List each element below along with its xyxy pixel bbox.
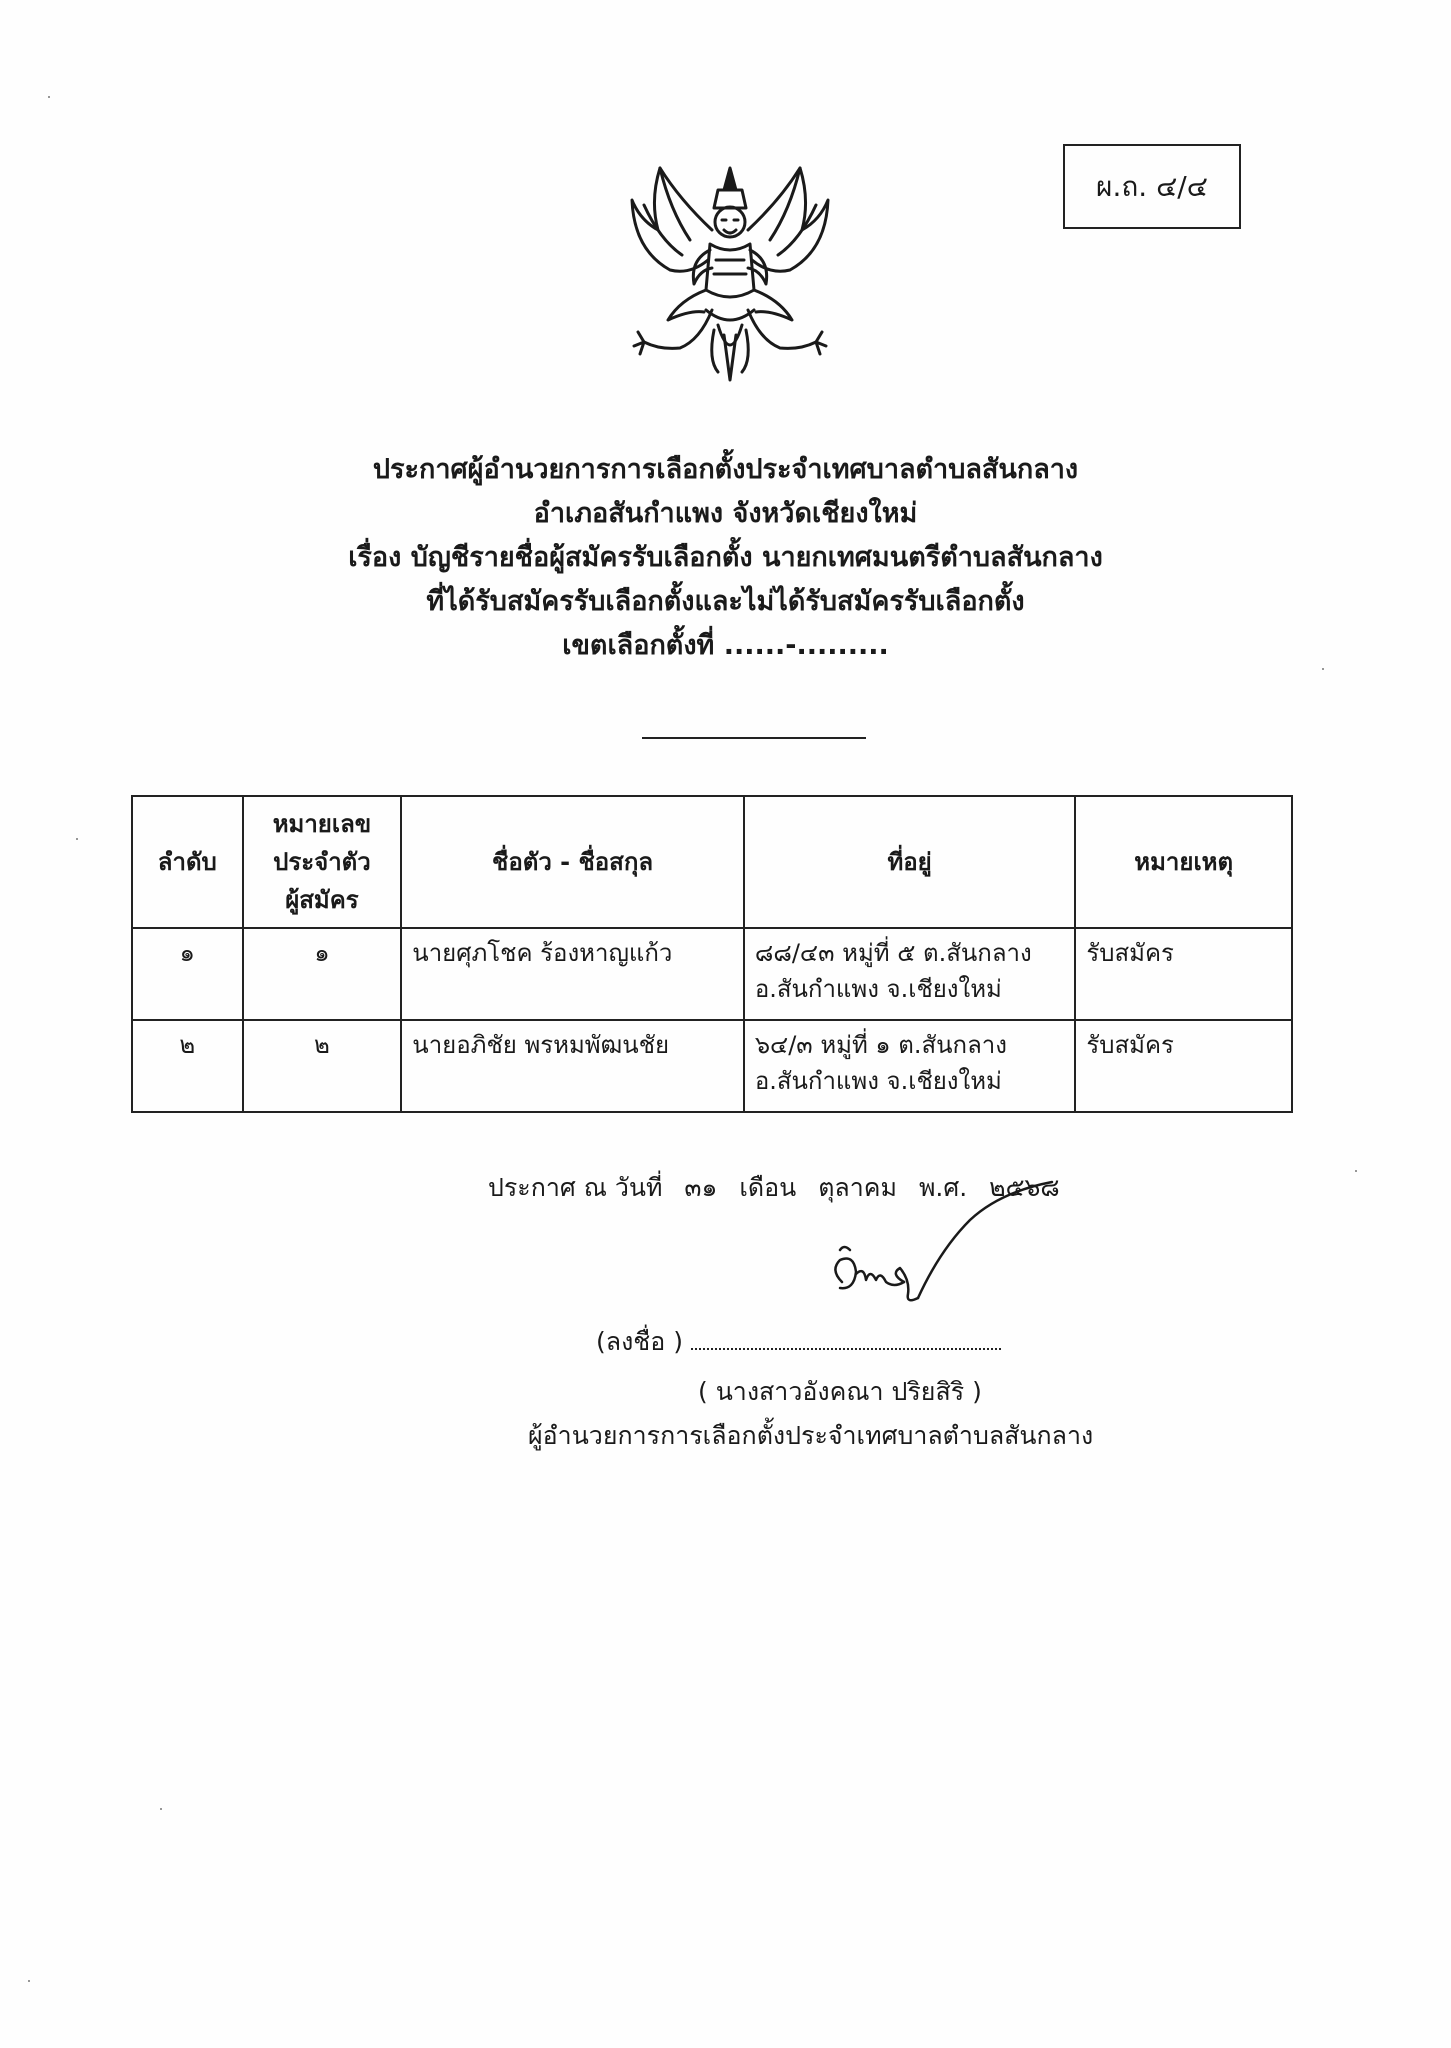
- address-line-2: อ.สันกำแพง จ.เชียงใหม่: [754, 975, 1002, 1003]
- handwritten-signature: [820, 1170, 1060, 1330]
- header-line-1: ประกาศผู้อำนวยการการเลือกตั้งประจำเทศบาลตำบลสันกลาง: [372, 454, 1079, 485]
- paper-speck: [160, 1808, 162, 1810]
- paper-speck: [48, 96, 50, 98]
- address-line-2: อ.สันกำแพง จ.เชียงใหม่: [754, 1067, 1002, 1095]
- cell-order: ๒: [132, 1020, 243, 1112]
- date-month: ตุลาคม: [818, 1173, 897, 1202]
- cell-number: ๑: [243, 928, 402, 1020]
- cell-note: รับสมัคร: [1075, 1020, 1292, 1112]
- signature-line: [596, 1322, 1001, 1362]
- header-address: ที่อยู่: [744, 796, 1076, 928]
- date-year: ๒๕๖๘: [989, 1173, 1060, 1202]
- header-name: ชื่อตัว - ชื่อสกุล: [401, 796, 744, 928]
- header-divider: [642, 737, 866, 739]
- header-order: ลำดับ: [132, 796, 243, 928]
- announcement-header: [0, 448, 1451, 668]
- header-line-5: เขตเลือกตั้งที่ ......-.........: [562, 630, 889, 661]
- address-line-1: ๖๔/๓ หมู่ที่ ๑ ต.สันกลาง: [754, 1031, 1007, 1059]
- cell-number: ๒: [243, 1020, 402, 1112]
- paper-speck: [1355, 1170, 1357, 1172]
- header-candidate-number: [243, 796, 402, 928]
- date-month-label: เดือน: [739, 1173, 797, 1202]
- paper-speck: [28, 1980, 30, 1982]
- signer-title: ผู้อำนวยการการเลือกตั้งประจำเทศบาลตำบลสันกลาง: [528, 1421, 1094, 1450]
- form-code-box: [1063, 144, 1241, 229]
- table-row: [132, 928, 1292, 1020]
- table-row: [132, 1020, 1292, 1112]
- address-line-1: ๘๘/๔๓ หมู่ที่ ๕ ต.สันกลาง: [754, 939, 1032, 967]
- cell-name: นายอภิชัย พรหมพัฒนชัย: [401, 1020, 744, 1112]
- header-note: หมายเหตุ: [1075, 796, 1292, 928]
- table-header-row: [132, 796, 1292, 928]
- date-prefix: ประกาศ ณ วันที่: [488, 1173, 663, 1202]
- header-line-2: อำเภอสันกำแพง จังหวัดเชียงใหม่: [533, 498, 918, 529]
- form-code: ผ.ถ. ๔/๔: [1096, 169, 1208, 203]
- candidate-table: [131, 795, 1293, 1113]
- paper-speck: [1322, 668, 1324, 670]
- header-line-4: ที่ได้รับสมัครรับเลือกตั้งและไม่ได้รับสมัครรับเลือกตั้ง: [426, 586, 1025, 617]
- paper-speck: [76, 838, 78, 840]
- cell-name: นายศุภโชค ร้องหาญแก้ว: [401, 928, 744, 1020]
- cell-order: ๑: [132, 928, 243, 1020]
- cell-address: [744, 928, 1076, 1020]
- date-year-label: พ.ศ.: [918, 1173, 968, 1202]
- signer-name: ( นางสาวอังคณา ปริยสิริ ): [698, 1377, 982, 1406]
- header-number-line-3: ผู้สมัคร: [285, 886, 359, 914]
- garuda-emblem-icon: [620, 160, 840, 385]
- cell-address: [744, 1020, 1076, 1112]
- signature-dotted-line: [691, 1326, 1001, 1350]
- header-line-3: เรื่อง บัญชีรายชื่อผู้สมัครรับเลือกตั้ง นายกเทศมนตรีตำบลสันกลาง: [348, 542, 1103, 573]
- date-day: ๓๑: [684, 1173, 718, 1202]
- cell-note: รับสมัคร: [1075, 928, 1292, 1020]
- sign-label: (ลงชื่อ ): [596, 1327, 683, 1356]
- header-number-line-1: หมายเลข: [272, 810, 372, 838]
- header-number-line-2: ประจำตัว: [273, 848, 371, 876]
